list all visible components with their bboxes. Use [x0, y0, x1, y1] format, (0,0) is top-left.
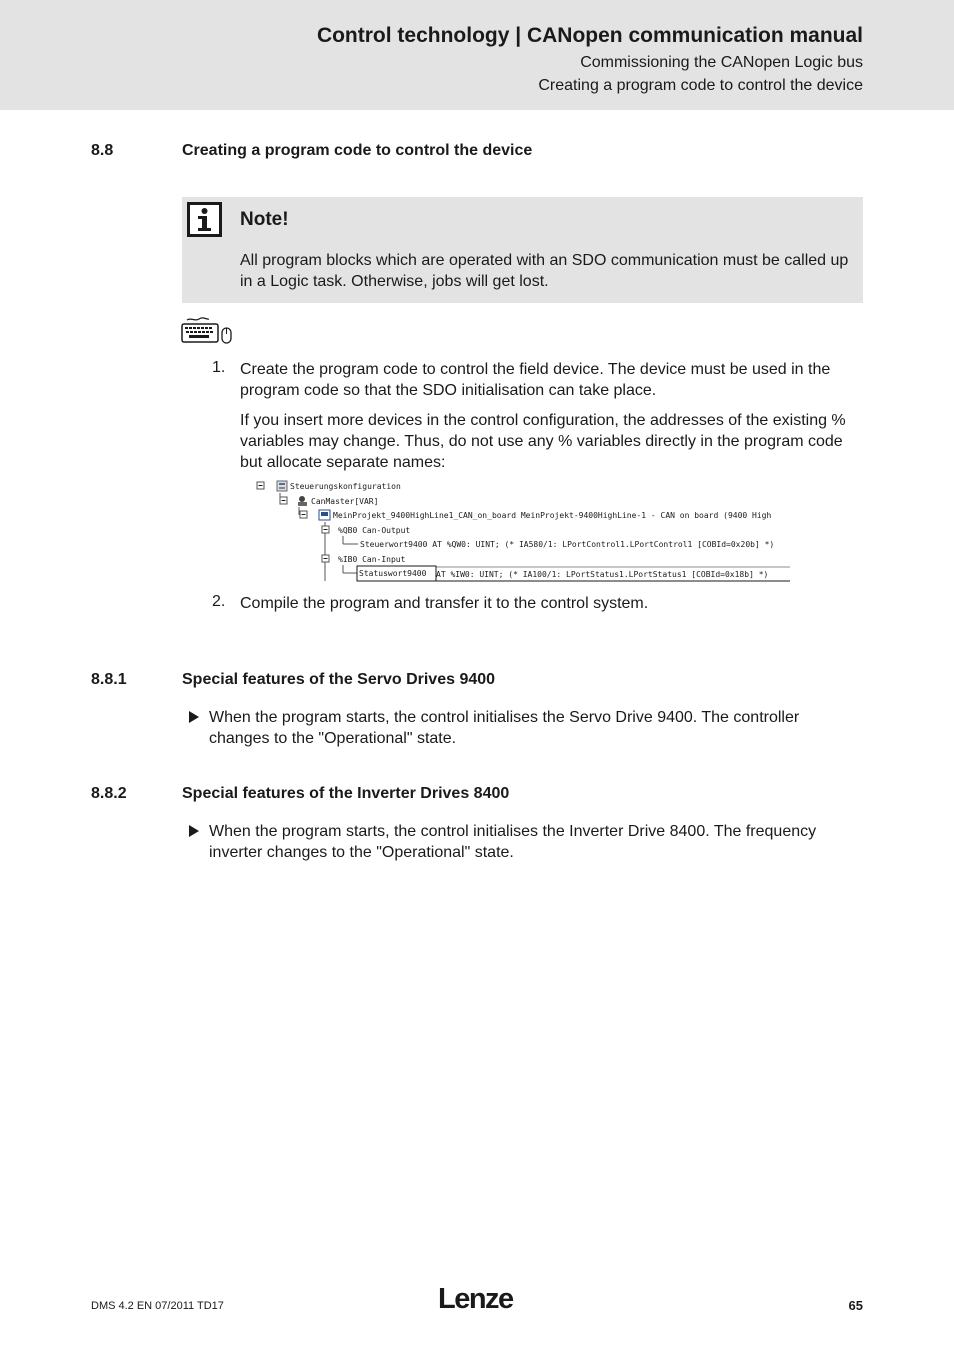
- triangle-right-icon: [189, 711, 199, 723]
- collapse-icon[interactable]: [280, 497, 287, 504]
- step-1-extra: If you insert more devices in the control configuration, the addresses of the existing % variables may change. Thus, do not use any % variables directly in the program code but allocate separate names:: [240, 412, 846, 471]
- section-heading-text: Special features of the Servo Drives 9400: [182, 671, 496, 688]
- keyboard-mouse-icon: [181, 316, 233, 346]
- tree-output-var: Steuerwort9400 AT %QW0: UINT; (* IA580/1: LPortControl1.LPortControl1 [COBId=0x20b] *): [360, 540, 775, 549]
- tree-device: MeinProjekt_9400HighLine1_CAN_on_board MeinProjekt-9400HighLine-1 - CAN on board (9400 High: [333, 511, 772, 520]
- section-number: 8.8: [91, 142, 114, 159]
- tree-root: Steuerungskonfiguration: [290, 482, 401, 491]
- step-1-number: 1.: [212, 359, 226, 376]
- section-heading-text: Special features of the Inverter Drives 8400: [182, 785, 510, 802]
- tree-input-var-rest: AT %IW0: UINT; (* IA100/1: LPortStatus1.LPortStatus1 [COBId=0x18b] *): [436, 570, 769, 579]
- page-header: [0, 0, 954, 110]
- note-box: [182, 197, 863, 303]
- step-2-text: Compile the program and transfer it to the control system.: [240, 595, 649, 612]
- can-master-icon: [298, 496, 307, 506]
- document-id: DMS 4.2 EN 07/2011 TD17: [91, 1300, 224, 1312]
- tree-master: CanMaster[VAR]: [311, 497, 379, 506]
- collapse-icon[interactable]: [300, 511, 307, 518]
- chapter-title: Commissioning the CANopen Logic bus: [580, 54, 863, 71]
- section-title: Creating a program code to control the device: [538, 77, 863, 94]
- section-number: 8.8.2: [91, 785, 127, 802]
- collapse-icon[interactable]: [257, 482, 264, 489]
- configuration-icon: [277, 481, 287, 491]
- note-title: Note!: [240, 209, 289, 230]
- tree-input-group: %IB0 Can-Input: [338, 555, 406, 564]
- tree-input-var-name[interactable]: Statuswort9400: [359, 569, 427, 578]
- device-icon: [319, 510, 330, 520]
- step-2-number: 2.: [212, 593, 226, 610]
- collapse-icon[interactable]: [322, 555, 329, 562]
- manual-title: Control technology | CANopen communication manual: [316, 24, 863, 47]
- note-text: All program blocks which are operated with an SDO communication must be called up in a Logic task. Otherwise, jobs will get lost.: [240, 252, 849, 290]
- section-number: 8.8.1: [91, 671, 127, 688]
- section-heading-text: Creating a program code to control the device: [182, 142, 533, 159]
- lenze-logo: Lenze: [438, 1283, 513, 1315]
- info-icon: [187, 202, 222, 237]
- servo-bullet-text: When the program starts, the control initialises the Servo Drive 9400. The controller changes to the "Operational" state.: [209, 709, 800, 747]
- control-configuration-tree: [255, 478, 791, 584]
- collapse-icon[interactable]: [322, 526, 329, 533]
- tree-output-group: %QB0 Can-Output: [338, 526, 411, 535]
- step-1-text: Create the program code to control the field device. The device must be used in the program code so that the SDO initialisation can take place.: [240, 361, 831, 399]
- page-number: 65: [848, 1298, 863, 1313]
- inverter-bullet-text: When the program starts, the control initialises the Inverter Drive 8400. The frequency inverter changes to the "Operational" state.: [209, 823, 817, 861]
- triangle-right-icon: [189, 825, 199, 837]
